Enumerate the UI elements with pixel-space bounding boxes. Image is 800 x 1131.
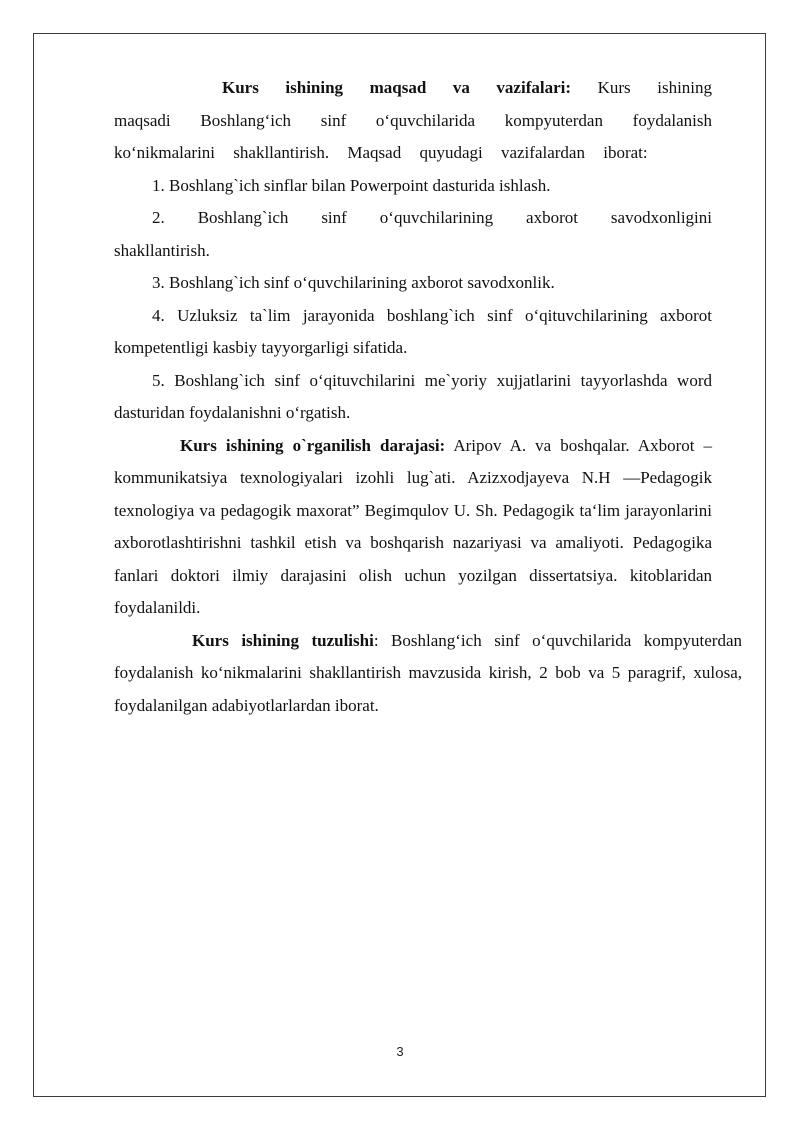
heading-goals: Kurs ishining maqsad va vazifalari: xyxy=(222,78,572,97)
document-body xyxy=(114,72,742,722)
goals-text: Kurs ishining maqsadi Boshlang‘ich sinf o‘quvchilarida kompyuterdan foydalanish ko‘nikmalarini shakllantirish. Maqsad quyudagi vazifalardan iborat: xyxy=(114,78,713,162)
paragraph-structure xyxy=(114,625,742,723)
page-number: 3 xyxy=(396,1044,404,1059)
task-item-4: 4. Uzluksiz ta`lim jarayonida boshlang`ich sinf o‘qituvchilarining axborot kompetentligi kasbiy tayyorgarligi sifatida. xyxy=(114,305,712,357)
task-item-3: 3. Boshlang`ich sinf o‘quvchilarining axborot savodxonlik. xyxy=(152,273,555,292)
heading-structure: Kurs ishining tuzulishi xyxy=(192,630,374,650)
study-level-text: Aripov A. va boshqalar. Axborot – kommunikatsiya texnologiyalari izohli lug`ati. Azizxodjayeva N.H ―Pedagogik texnologiya va pedagogik maxorat” Begimqulov U. Sh. Pedagogik ta‘lim jarayonlarini axborotlashtirishni tashkil etish va boshqarish nazariyasi va amaliyoti. Pedagogika fanlari doktori ilmiy darajasini olish uchun yozilgan dissertatsiya. kitoblaridan foydalanildi. xyxy=(114,435,713,617)
heading-study-level: Kurs ishining o`rganilish darajasi: xyxy=(180,435,446,455)
structure-text: : Boshlang‘ich sinf o‘quvchilarida kompyuterdan foydalanish ko‘nikmalarini shakllantirish mavzusida kirish, 2 bob va 5 paragrif, xulosa, foydalanilgan adabiyotlarlardan iborat. xyxy=(114,630,742,715)
task-item-1: 1. Boshlang`ich sinflar bilan Powerpoint dasturida ishlash. xyxy=(152,175,551,195)
task-item-2: 2. Boshlang`ich sinf o‘quvchilarining axborot savodxonligini shakllantirish. xyxy=(114,208,712,260)
paragraph-goals xyxy=(114,72,712,170)
task-item-5: 5. Boshlang`ich sinf o‘qituvchilarini me`yoriy xujjatlarini tayyorlashda word dasturidan foydalanishni o‘rgatish. xyxy=(114,370,712,422)
paragraph-study-level xyxy=(114,430,712,625)
